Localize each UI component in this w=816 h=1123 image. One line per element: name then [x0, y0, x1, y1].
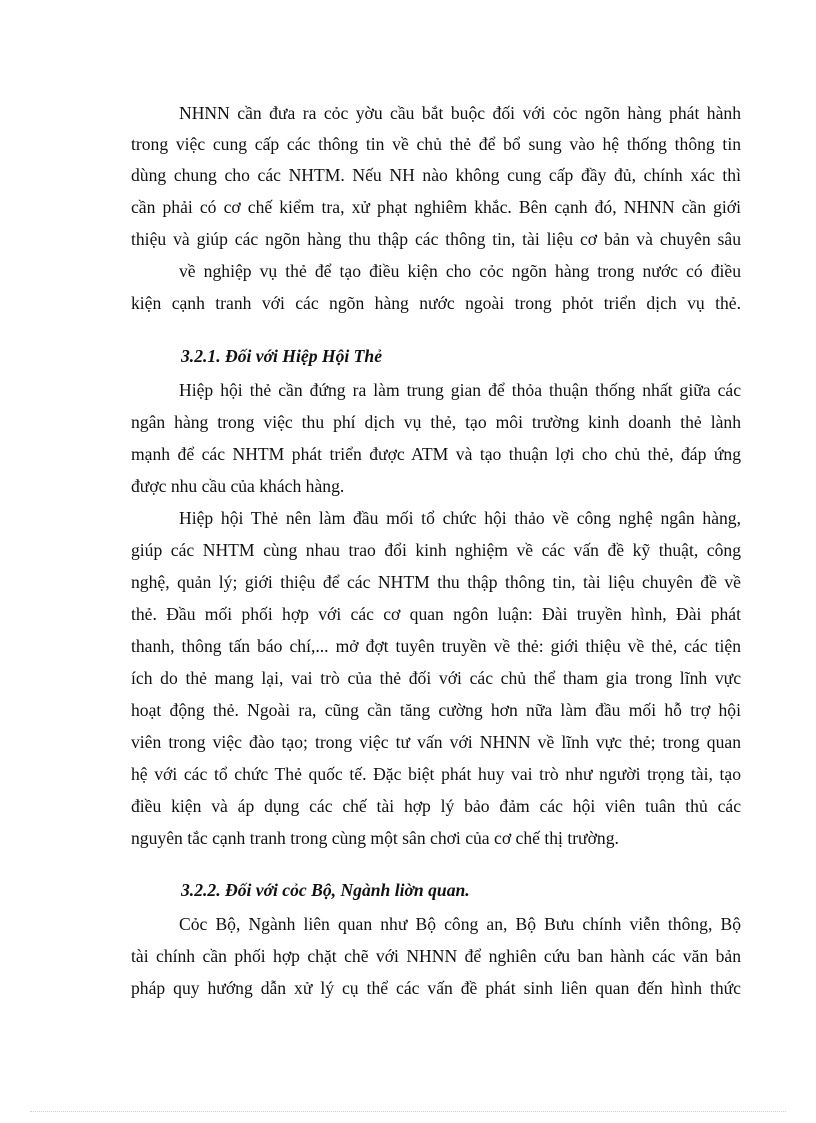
paragraph-line: NHNN cần đưa ra cỏc yờu cầu bắt buộc đối với cỏc ngõn hàng phát hành [179, 103, 741, 123]
section-heading: 3.2.2. Đối với cỏc Bộ, Ngành liờn quan. [181, 880, 470, 900]
paragraph-line: Hiệp hội thẻ cần đứng ra làm trung gian để thỏa thuận thống nhất giữa các [179, 380, 741, 400]
paragraph-line: mạnh để các NHTM phát triển được ATM và tạo thuận lợi cho chủ thẻ, đáp ứng [131, 444, 741, 464]
paragraph-line: giúp các NHTM cùng nhau trao đổi kinh nghiệm về các vấn đề kỹ thuật, công [131, 540, 741, 560]
paragraph-line: thanh, thông tấn báo chí,... mở đợt tuyên truyền về thẻ: giới thiệu về thẻ, các tiện [131, 636, 741, 656]
paragraph-line: hệ với các tổ chức Thẻ quốc tế. Đặc biệt phát huy vai trò như người trọng tài, tạo [131, 764, 741, 784]
paragraph-line: kiện cạnh tranh với các ngõn hàng nước ngoài trong phỏt triển dịch vụ thẻ. [131, 293, 741, 313]
page-bottom-border [30, 1111, 786, 1112]
paragraph-line: thiệu và giúp các ngõn hàng thu thập các thông tin, tài liệu cơ bản và chuyên sâu [131, 229, 741, 249]
paragraph-line: nguyên tắc cạnh tranh trong cùng một sân chơi của cơ chế thị trường. [131, 828, 619, 848]
paragraph-line: về nghiệp vụ thẻ để tạo điều kiện cho cỏc ngõn hàng trong nước có điều [179, 261, 741, 281]
paragraph-line: pháp quy hướng dẫn xử lý cụ thể các vấn đề phát sinh liên quan đến hình thức [131, 978, 741, 998]
paragraph-line: điều kiện và áp dụng các chế tài hợp lý bảo đảm các hội viên tuân thủ các [131, 796, 741, 816]
paragraph-line: trong việc cung cấp các thông tin về chủ thẻ để bổ sung vào hệ thống thông tin [131, 134, 741, 154]
paragraph-line: thẻ. Đầu mối phối hợp với các cơ quan ngôn luận: Đài truyền hình, Đài phát [131, 604, 741, 624]
paragraph-line: được nhu cầu của khách hàng. [131, 476, 345, 496]
paragraph-line: nghệ, quản lý; giới thiệu để các NHTM thu thập thông tin, tài liệu chuyên đề về [131, 572, 741, 592]
paragraph-line: Cỏc Bộ, Ngành liên quan như Bộ công an, Bộ Bưu chính viễn thông, Bộ [179, 914, 741, 934]
paragraph-line: tài chính cần phối hợp chặt chẽ với NHNN để nghiên cứu ban hành các văn bản [131, 946, 741, 966]
paragraph-line: dùng chung cho các NHTM. Nếu NH nào không cung cấp đầy đủ, chính xác thì [131, 165, 741, 185]
paragraph-line: hoạt động thẻ. Ngoài ra, cũng cần tăng cường hơn nữa làm đầu mối hỗ trợ hội [131, 700, 741, 720]
paragraph-line: ích do thẻ mang lại, vai trò của thẻ đối với các chủ thể tham gia trong lĩnh vực [131, 668, 741, 688]
paragraph-line: Hiệp hội Thẻ nên làm đầu mối tổ chức hội thảo về công nghệ ngân hàng, [179, 508, 741, 528]
paragraph-line: viên trong việc đào tạo; trong việc tư vấn với NHNN về lĩnh vực thẻ; trong quan [131, 732, 741, 752]
paragraph-line: ngân hàng trong việc thu phí dịch vụ thẻ, tạo môi trường kinh doanh thẻ lành [131, 412, 741, 432]
paragraph-line: cần phải có cơ chế kiểm tra, xử phạt nghiêm khắc. Bên cạnh đó, NHNN cần giới [131, 197, 741, 217]
section-heading: 3.2.1. Đối với Hiệp Hội Thẻ [181, 346, 382, 366]
